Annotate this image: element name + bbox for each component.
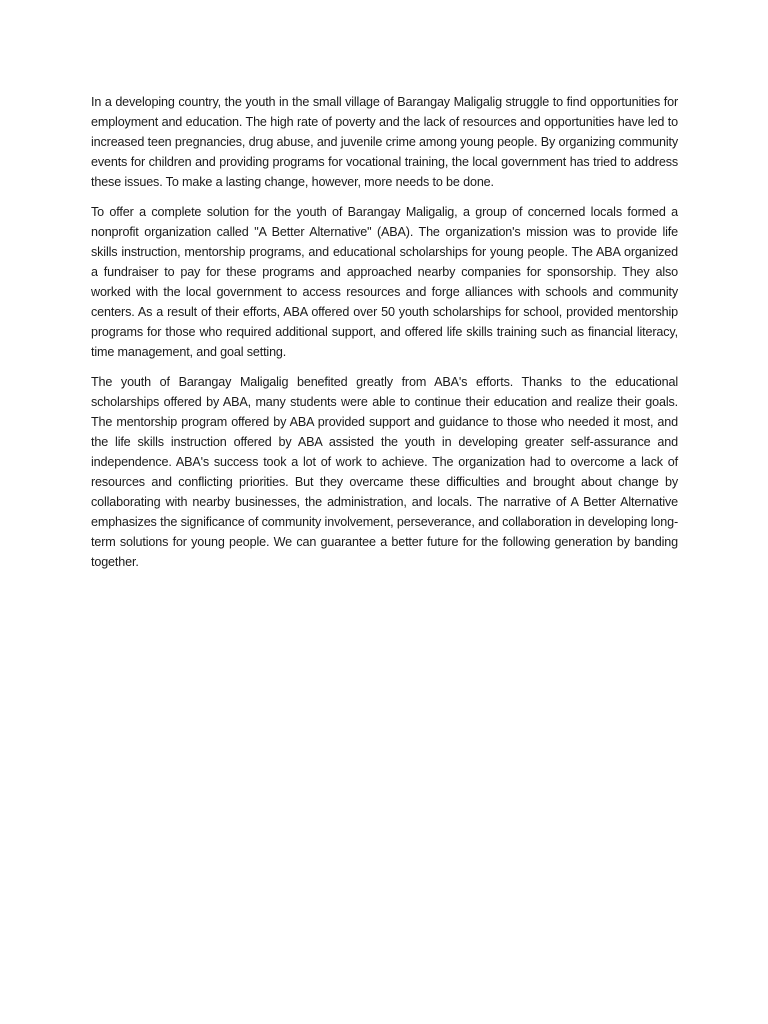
document-body <box>91 92 678 582</box>
paragraph-intro: In a developing country, the youth in the small village of Barangay Maligalig struggle to find opportunities for employment and education. The high rate of poverty and the lack of resources and opportunities have led to increased teen pregnancies, drug abuse, and juvenile crime among young people. By organizing community events for children and providing programs for vocational training, the local government has tried to address these issues. To make a lasting change, however, more needs to be done. <box>91 95 678 189</box>
paragraph-outcomes: The youth of Barangay Maligalig benefited greatly from ABA's efforts. Thanks to the educational scholarships offered by ABA, many students were able to continue their education and realize their goals. The mentorship program offered by ABA provided support and guidance to those who needed it most, and the life skills instruction offered by ABA assisted the youth in developing greater self-assurance and independence. ABA's success took a lot of work to achieve. The organization had to overcome a lack of resources and conflicting priorities. But they overcame these difficulties and brought about change by collaborating with nearby businesses, the administration, and locals. The narrative of A Better Alternative emphasizes the significance of community involvement, perseverance, and collaboration in developing long-term solutions for young people. We can guarantee a better future for the following generation by banding together. <box>91 375 678 569</box>
paragraph-aba-formation: To offer a complete solution for the youth of Barangay Maligalig, a group of concerned locals formed a nonprofit organization called "A Better Alternative" (ABA). The organization's mission was to provide life skills instruction, mentorship programs, and educational scholarships for young people. The ABA organized a fundraiser to pay for these programs and approached nearby companies for sponsorship. They also worked with the local government to access resources and forge alliances with schools and community centers. As a result of their efforts, ABA offered over 50 youth scholarships for school, provided mentorship programs for those who required additional support, and offered life skills training such as financial literacy, time management, and goal setting. <box>91 205 678 359</box>
